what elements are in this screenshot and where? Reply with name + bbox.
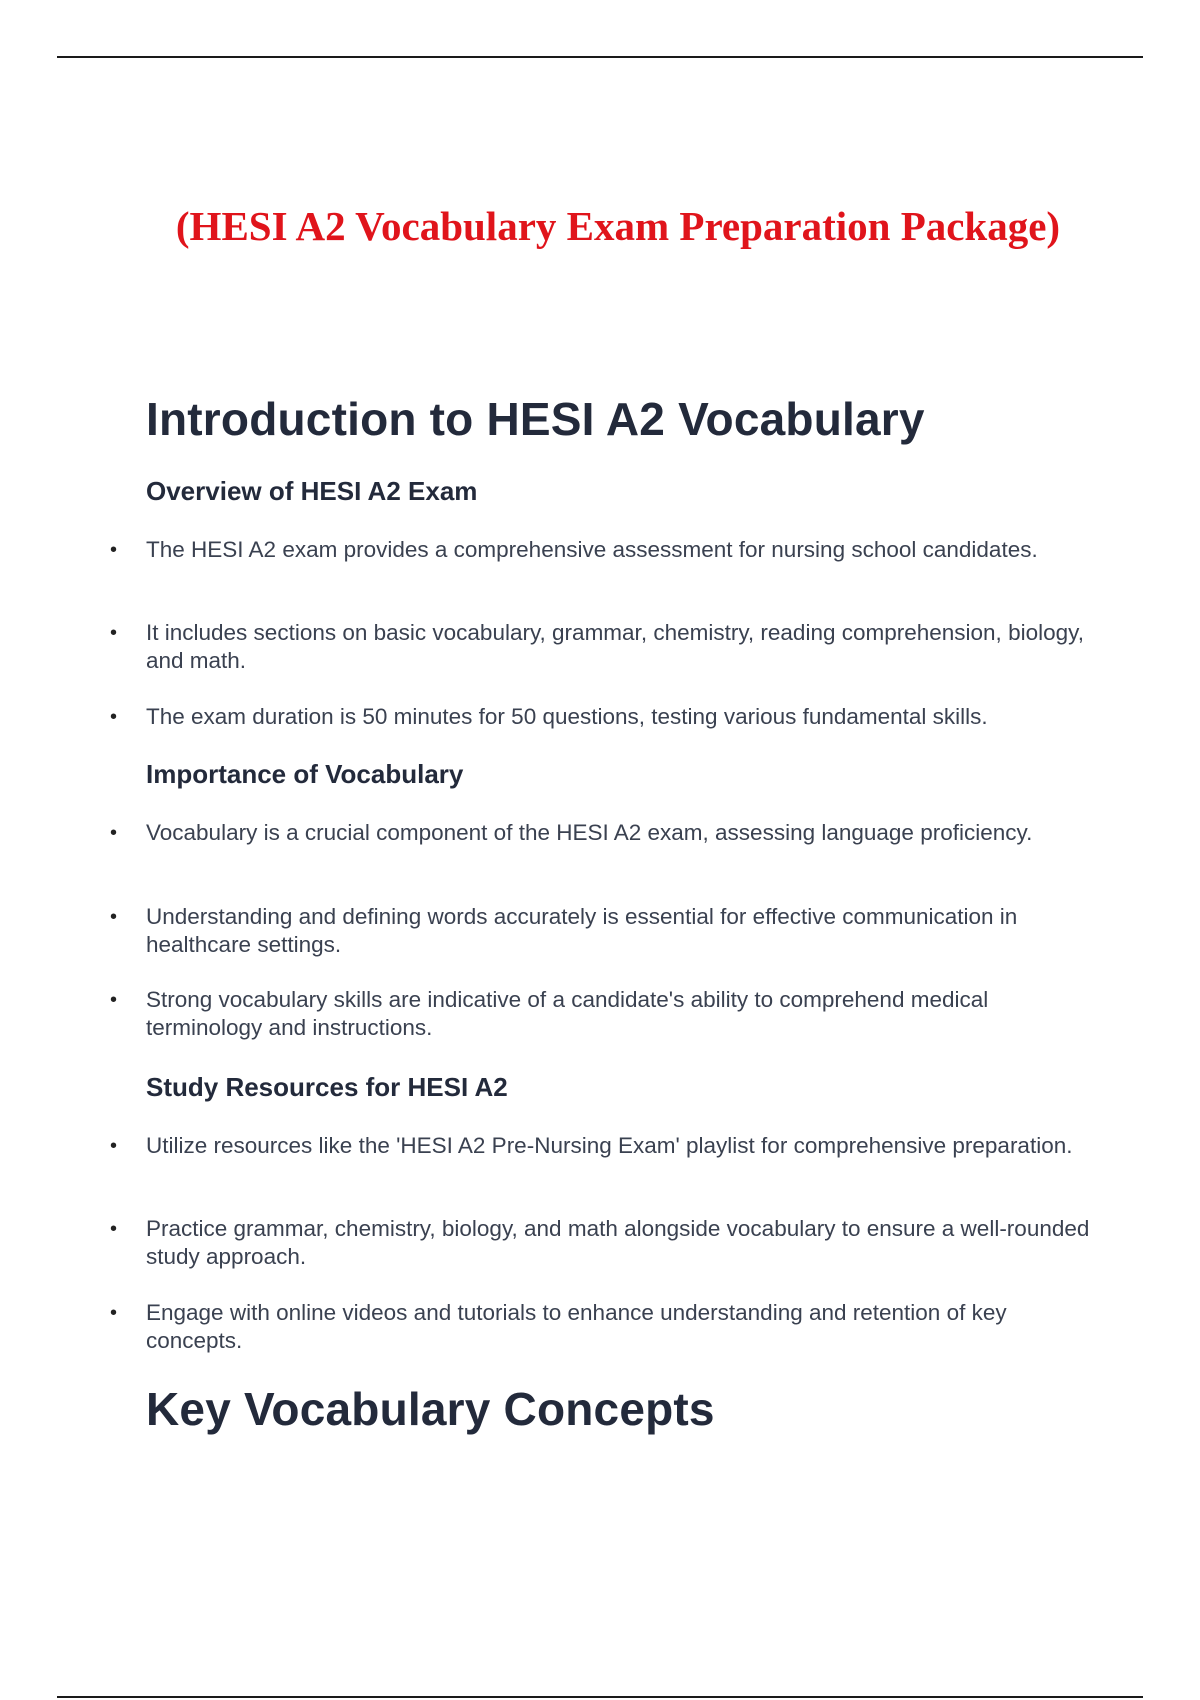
bullet-icon: •	[110, 906, 118, 928]
list-item	[110, 986, 1106, 1042]
bullet-icon: •	[110, 1302, 118, 1324]
list-item	[110, 1215, 1106, 1271]
bullet-icon: •	[110, 1218, 118, 1240]
list-item-text: Engage with online videos and tutorials to enhance understanding and retention of key concepts.	[146, 1300, 1007, 1353]
list-item	[110, 703, 1106, 731]
document-title: (HESI A2 Vocabulary Exam Preparation Package)	[175, 203, 1061, 249]
bullet-icon: •	[110, 1135, 118, 1157]
list-item-text: The HESI A2 exam provides a comprehensive assessment for nursing school candidates.	[146, 537, 1038, 562]
list-item-text: Strong vocabulary skills are indicative of a candidate's ability to comprehend medical terminology and instructions.	[146, 987, 989, 1040]
list-item	[110, 1132, 1106, 1160]
bullet-icon: •	[110, 706, 118, 728]
list-item-text: It includes sections on basic vocabulary, grammar, chemistry, reading comprehension, biology, and math.	[146, 620, 1084, 673]
list-item	[110, 1299, 1106, 1355]
list-item-text: Vocabulary is a crucial component of the HESI A2 exam, assessing language proficiency.	[146, 820, 1033, 845]
list-item-text: Understanding and defining words accurately is essential for effective communication in healthcare settings.	[146, 904, 1018, 957]
section-heading-importance: Importance of Vocabulary	[146, 759, 464, 789]
list-item	[110, 536, 1106, 564]
bullet-icon: •	[110, 622, 118, 644]
bullet-icon: •	[110, 822, 118, 844]
heading-introduction: Introduction to HESI A2 Vocabulary	[146, 393, 925, 445]
section-heading-study-resources: Study Resources for HESI A2	[146, 1072, 508, 1102]
heading-key-vocabulary: Key Vocabulary Concepts	[146, 1383, 715, 1435]
bullet-icon: •	[110, 989, 118, 1011]
list-item	[110, 619, 1106, 675]
top-rule	[57, 56, 1143, 58]
bottom-rule	[57, 1696, 1143, 1698]
list-item-text: Utilize resources like the 'HESI A2 Pre-Nursing Exam' playlist for comprehensive preparation.	[146, 1133, 1073, 1158]
section-heading-overview: Overview of HESI A2 Exam	[146, 476, 478, 506]
list-item	[110, 819, 1106, 847]
list-item-text: Practice grammar, chemistry, biology, and math alongside vocabulary to ensure a well-rounded study approach.	[146, 1216, 1090, 1269]
bullet-icon: •	[110, 539, 118, 561]
list-item	[110, 903, 1106, 959]
list-item-text: The exam duration is 50 minutes for 50 questions, testing various fundamental skills.	[146, 704, 988, 729]
